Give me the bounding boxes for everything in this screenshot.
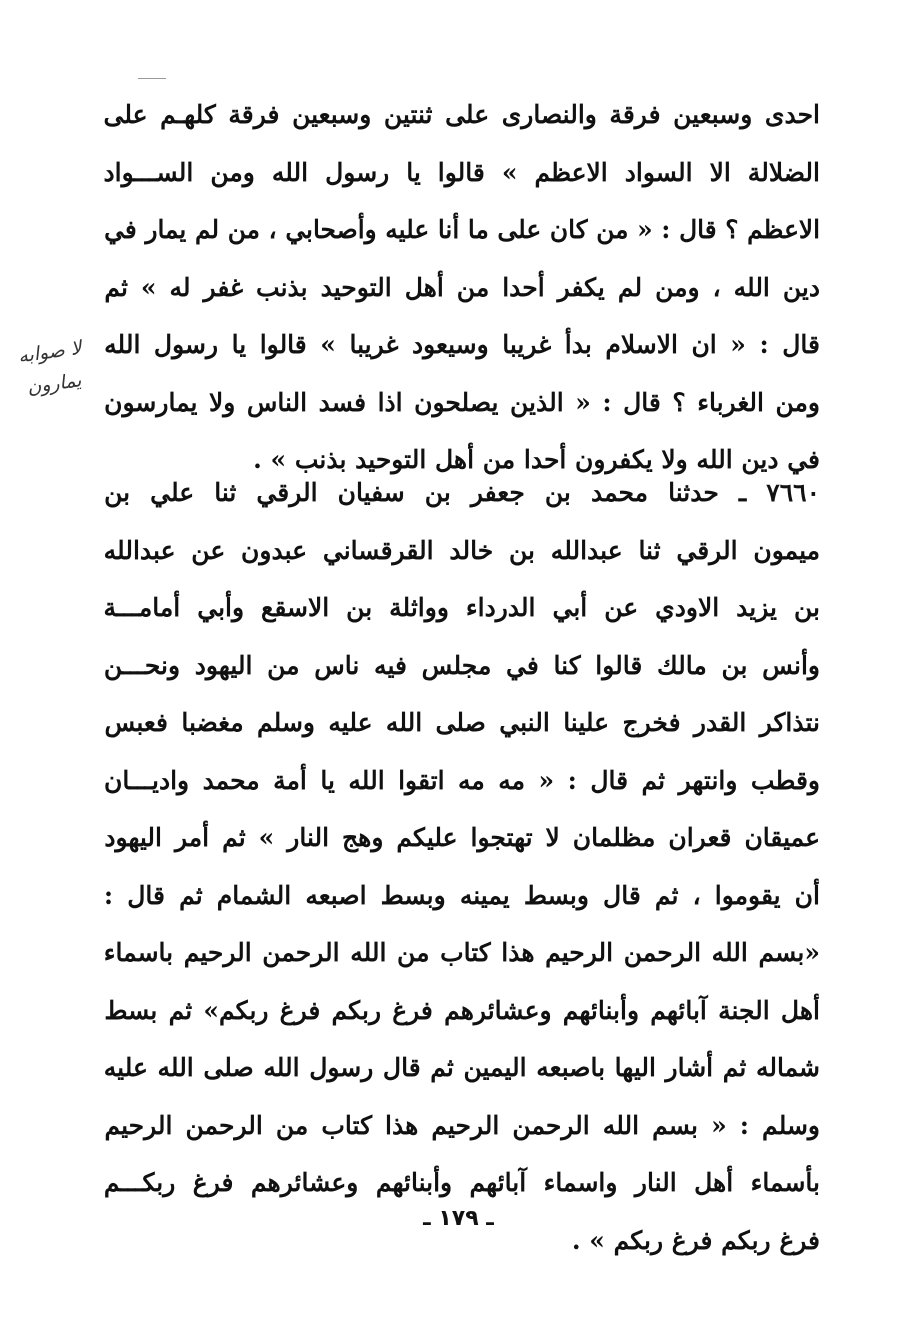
scan-mark xyxy=(138,78,166,79)
text-line: وسلم : « بسم الله الرحمن الرحيم هذا كتاب من الرحمن الرحيم xyxy=(104,1110,820,1140)
text-line: نتذاكر القدر فخرج علينا النبي صلى الله عليه وسلم مغضبا فعبس xyxy=(104,708,820,737)
paragraph-2 xyxy=(104,464,820,1269)
text-line: في دين الله ولا يكفرون أحدا من أهل التوحيد بذنب » . xyxy=(253,445,820,474)
text-line: ٧٦٦٠ ـ حدثنا محمد بن جعفر بن سفيان الرقي ثنا علي بن xyxy=(104,478,820,507)
text-line: أهل الجنة آبائهم وأبنائهم وعشائرهم فرغ ربكم فرغ ربكم» ثم بسط xyxy=(104,995,820,1025)
text-line: بن يزيد الاودي عن أبي الدرداء وواثلة بن الاسقع وأبي أمامـــة xyxy=(103,593,820,622)
handwritten-margin-note xyxy=(0,329,106,406)
page-number: ـ ١٧٩ ـ xyxy=(423,1206,494,1231)
text-line: ميمون الرقي ثنا عبدالله بن خالد القرقساني عبدون عن عبدالله xyxy=(103,535,820,565)
paragraph-1 xyxy=(104,86,820,489)
text-line: فرغ ربكم فرغ ربكم » . xyxy=(571,1225,820,1255)
text-line: الاعظم ؟ قال : « من كان على ما أنا عليه وأصحابي ، من لم يمار في xyxy=(104,215,820,244)
text-line: بأسماء أهل النار واسماء آبائهم وأبنائهم وعشائرهم فرغ ربكـــم xyxy=(103,1168,820,1197)
text-line: ومن الغرباء ؟ قال : « الذين يصلحون اذا فسد الناس ولا يمارسون xyxy=(104,387,820,417)
text-line: «بسم الله الرحمن الرحيم هذا كتاب من الله الرحمن الرحيم باسماء xyxy=(103,938,820,967)
text-line: شماله ثم أشار اليها باصبعه اليمين ثم قال رسول الله صلى الله عليه xyxy=(103,1053,820,1082)
text-line: عميقان قعران مظلمان لا تهتجوا عليكم وهج النار » ثم أمر اليهود xyxy=(104,823,820,852)
text-line: الضلالة الا السواد الاعظم » قالوا يا رسول الله ومن الســـواد xyxy=(103,157,820,187)
margin-note-line: لا صوابه xyxy=(16,336,83,368)
text-line: أن يقوموا ، ثم قال وبسط يمينه وبسط اصبعه الشمام ثم قال : xyxy=(103,880,820,910)
text-line: احدى وسبعين فرقة والنصارى على ثنتين وسبعين فرقة كلهـم على xyxy=(103,100,820,129)
text-line: قال : « ان الاسلام بدأ غريبا وسيعود غريبا » قالوا يا رسول الله xyxy=(104,330,820,359)
text-line: دين الله ، ومن لم يكفر أحدا من أهل التوحيد بذنب غفر له » ثم xyxy=(104,272,820,302)
text-line: وقطب وانتهر ثم قال : « مه مه اتقوا الله يا أمة محمد واديـــان xyxy=(104,765,820,795)
margin-note-line: يمارون xyxy=(25,369,83,399)
text-line: وأنس بن مالك قالوا كنا في مجلس فيه ناس من اليهود ونحـــن xyxy=(103,650,820,680)
